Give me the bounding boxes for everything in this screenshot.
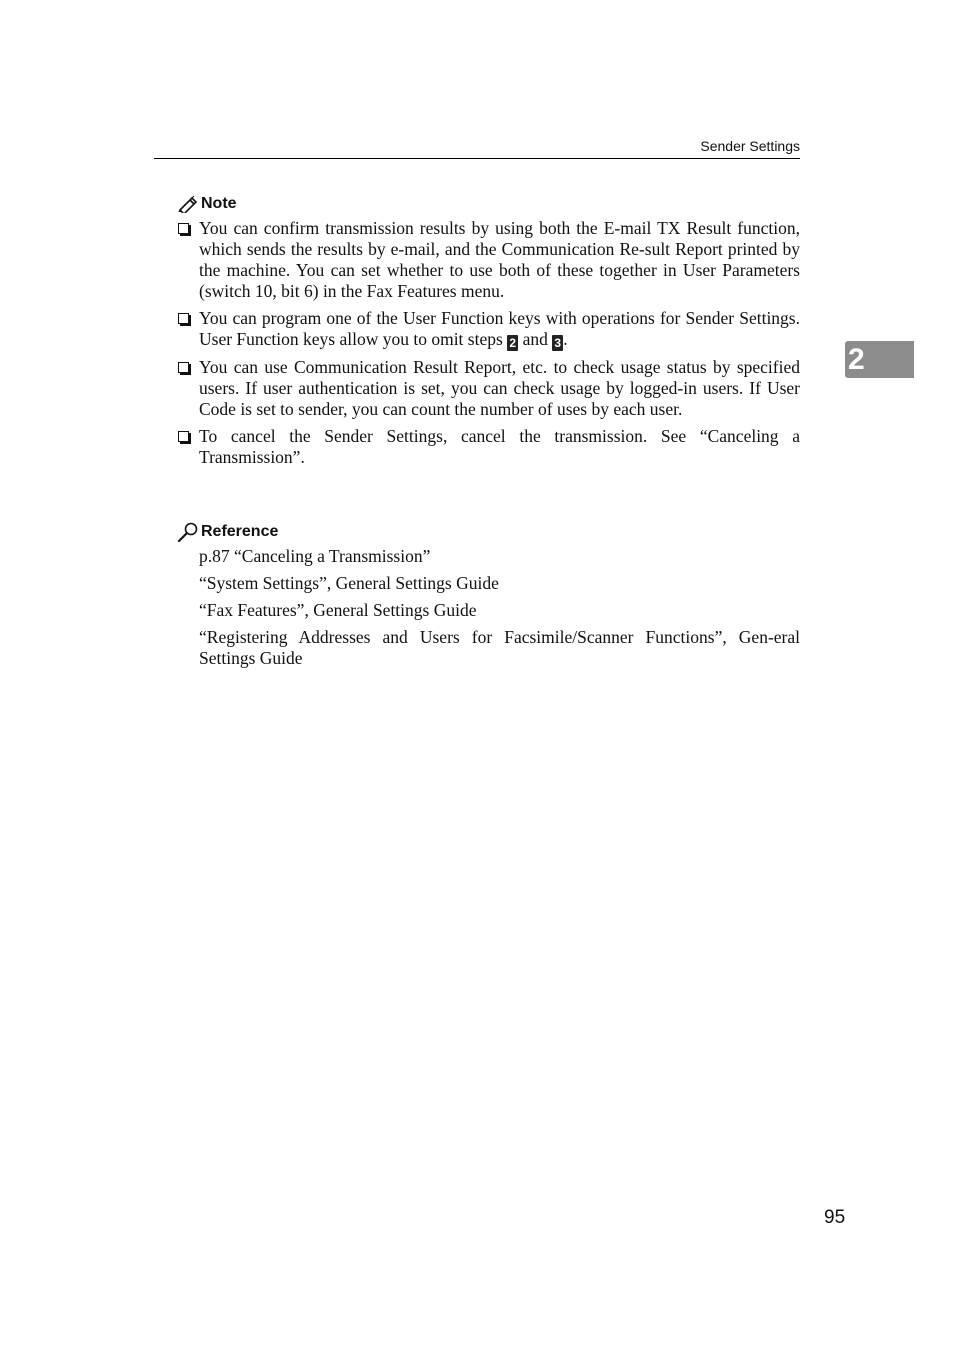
reference-heading-label: Reference [201, 523, 279, 540]
chapter-tab [845, 341, 914, 378]
list-item [176, 218, 800, 302]
page-number: 95 [824, 1207, 846, 1228]
step-number-icon: 2 [507, 335, 518, 351]
note-text: You can use Communication Result Report, etc. to check usage status by specified users. If user authentication is set, you can check usage by logged-in users. If User Code is set to sender, you can count the number of uses by each user. [199, 357, 800, 419]
running-header-title: Sender Settings [700, 138, 800, 154]
reference-list [199, 546, 800, 675]
step-number-icon: 3 [552, 335, 563, 351]
note-list [176, 218, 800, 474]
checkbox-bullet-icon [178, 431, 189, 442]
reference-link[interactable]: p.87 “Canceling a Transmission” [199, 546, 431, 566]
checkbox-bullet-icon [178, 313, 189, 324]
pencil-icon [177, 195, 199, 213]
reference-item: “Fax Features”, General Settings Guide [199, 600, 477, 620]
checkbox-bullet-icon [178, 362, 189, 373]
note-text: You can program one of the User Function keys with operations for Sender Settings. User Function keys allow you to omit steps [199, 308, 800, 349]
note-text: To cancel the Sender Settings, cancel the transmission. See “Canceling a Transmission”. [199, 426, 800, 467]
chapter-tab-number: 2 [848, 343, 865, 376]
note-text: You can confirm transmission results by using both the E-mail TX Result function, which sends the results by e-mail, and the Communication Re-sult Report printed by the machine. You can set whether to use both of these together in User Parameters (switch 10, bit 6) in the Fax Features menu. [199, 218, 800, 301]
note-heading [177, 193, 237, 215]
reference-item: “System Settings”, General Settings Guide [199, 573, 499, 593]
note-text: and [518, 329, 553, 349]
magnifier-icon [177, 522, 199, 542]
reference-heading [177, 521, 278, 543]
header-rule [154, 158, 800, 159]
list-item [176, 308, 800, 351]
note-text: . [563, 329, 568, 349]
list-item [176, 357, 800, 420]
note-heading-label: Note [201, 195, 237, 212]
list-item [176, 426, 800, 468]
checkbox-bullet-icon [178, 223, 189, 234]
reference-item: “Registering Addresses and Users for Facsimile/Scanner Functions”, Gen-eral Settings Guide [199, 627, 800, 668]
